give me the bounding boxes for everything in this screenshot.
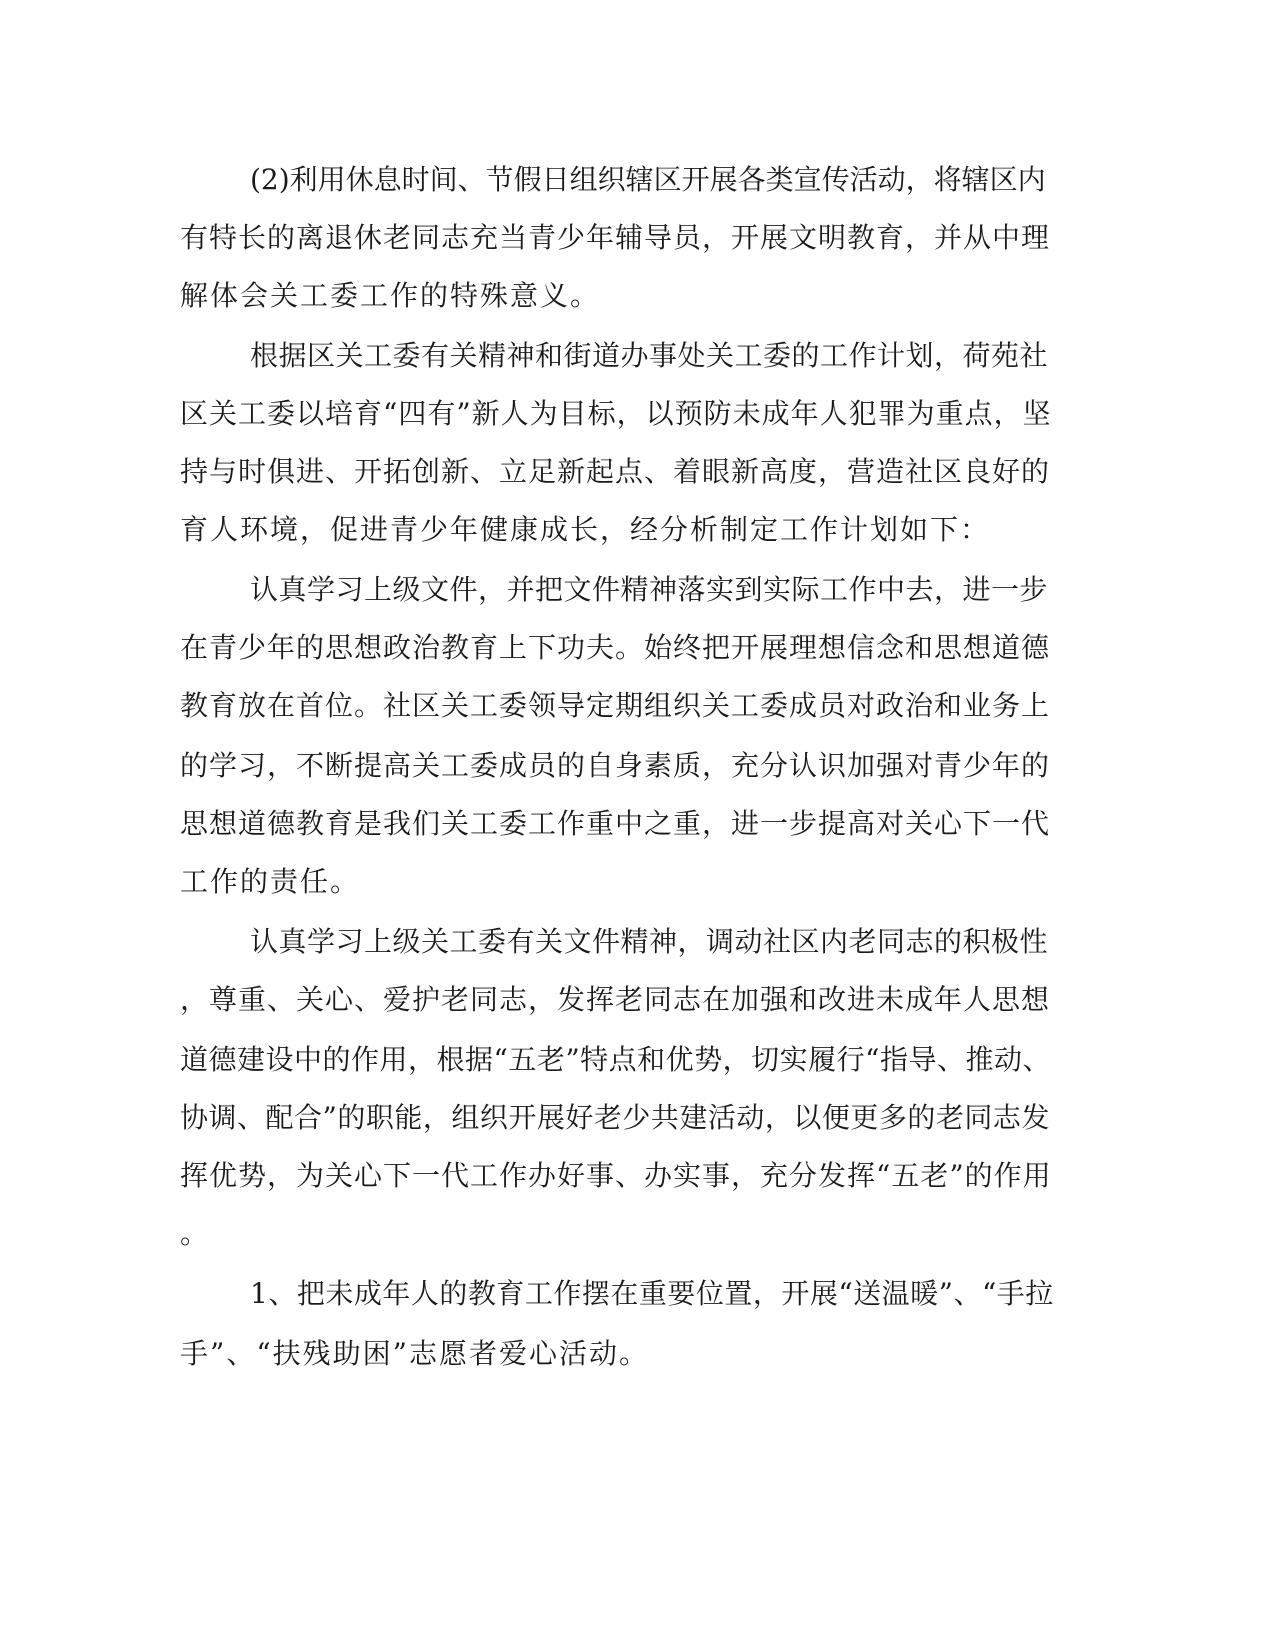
text-line-5: 区关工委以培育“四有”新人为目标，以预防未成年人犯罪为重点，坚	[180, 397, 1052, 430]
text-line-13: 工作的责任。	[180, 865, 361, 898]
text-line-2: 有特长的离退休老同志充当青少年辅导员，开展文明教育，并从中理	[180, 221, 1051, 254]
text-line-14: 认真学习上级关工委有关文件精神，调动社区内老同志的积极性	[250, 925, 1049, 958]
text-line-4: 根据区关工委有关精神和街道办事处关工委的工作计划，荷苑社	[250, 339, 1049, 372]
text-line-10: 教育放在首位。社区关工委领导定期组织关工委成员对政治和业务上	[180, 689, 1051, 722]
text-line-1: (2)利用休息时间、节假日组织辖区开展各类宣传活动，将辖区内	[250, 163, 1046, 196]
text-line-19: 。	[180, 1217, 211, 1250]
text-line-8: 认真学习上级文件，并把文件精神落实到实际工作中去，进一步	[250, 573, 1049, 606]
text-line-11: 的学习，不断提高关工委成员的自身素质，充分认识加强对青少年的	[180, 749, 1051, 782]
text-line-7: 育人环境，促进青少年健康成长，经分析制定工作计划如下：	[180, 513, 991, 546]
text-line-3: 解体会关工委工作的特殊意义。	[180, 279, 601, 312]
text-line-6: 持与时俱进、开拓创新、立足新起点、着眼新高度，营造社区良好的	[180, 455, 1051, 488]
text-line-18: 挥优势，为关心下一代工作办好事、办实事，充分发挥“五老”的作用	[180, 1159, 1052, 1192]
text-line-20: 1、把未成年人的教育工作摆在重要位置，开展“送温暖”、“手拉	[250, 1277, 1054, 1310]
text-line-15: ，尊重、关心、爱护老同志，发挥老同志在加强和改进未成年人思想	[180, 983, 1051, 1016]
text-line-17: 协调、配合”的职能，组织开展好老少共建活动，以便更多的老同志发	[180, 1101, 1050, 1134]
text-line-21: 手”、“扶残助困”志愿者爱心活动。	[180, 1337, 649, 1370]
text-line-9: 在青少年的思想政治教育上下功夫。始终把开展理想信念和思想道德	[180, 631, 1051, 664]
text-line-12: 思想道德教育是我们关工委工作重中之重，进一步提高对关心下一代	[180, 807, 1051, 840]
text-line-16: 道德建设中的作用，根据“五老”特点和优势，切实履行“指导、推动、	[180, 1043, 1051, 1076]
